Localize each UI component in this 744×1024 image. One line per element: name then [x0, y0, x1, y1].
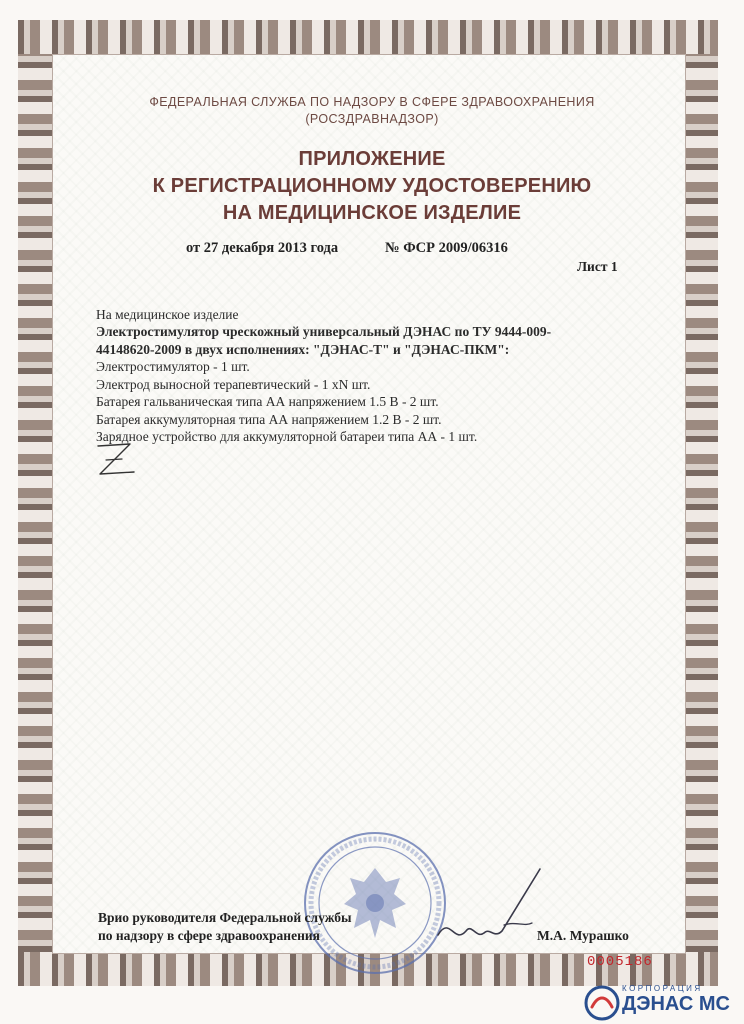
agency-name: ФЕДЕРАЛЬНАЯ СЛУЖБА ПО НАДЗОРУ В СФЕРЕ ЗДРАВООХРАНЕНИЯ: [149, 95, 595, 109]
device-description: Электростимулятор чрескожный универсальный ДЭНАС по ТУ 9444-009-44148620-2009 в двух исполнениях: "ДЭНАС-Т" и "ДЭНАС-ПКМ":: [96, 324, 552, 357]
list-item: Батарея аккумуляторная типа АА напряжением 1.2 В - 2 шт.: [96, 411, 442, 427]
device-intro: На медицинское изделие: [96, 307, 239, 322]
z-closing-mark-icon: [92, 440, 138, 482]
serial-number: 0005186: [587, 954, 653, 970]
document-title-line1: ПРИЛОЖЕНИЕ: [298, 148, 446, 170]
company-logo: [584, 984, 740, 1022]
list-item: Батарея гальваническая типа АА напряжением 1.5 В - 2 шт.: [96, 394, 439, 409]
list-item: Зарядное устройство для аккумуляторной батареи типа АА - 1 шт.: [96, 429, 478, 444]
signer-position-line2: по надзору в сфере здравоохранения: [98, 928, 320, 943]
agency-abbreviation: (РОСЗДРАВНАДЗОР): [305, 112, 439, 126]
signer-name: М.А. Мурашко: [537, 928, 629, 943]
logo-wordmark: ДЭНАС МС: [622, 993, 730, 1015]
signer-position-line1: Врио руководителя Федеральной службы: [98, 910, 352, 925]
list-item: Электрод выносной терапевтический - 1 xN шт.: [96, 376, 371, 392]
component-list: [96, 358, 477, 446]
registration-date: от 27 декабря 2013 года: [186, 240, 339, 256]
logo-subtitle: КОРПОРАЦИЯ: [622, 984, 703, 993]
registration-number: № ФСР 2009/06316: [385, 240, 508, 256]
document-title-line3: НА МЕДИЦИНСКОЕ ИЗДЕЛИЕ: [222, 202, 522, 224]
list-item: Электростимулятор - 1 шт.: [96, 359, 250, 374]
document-title-line2: К РЕГИСТРАЦИОННОМУ УДОСТОВЕРЕНИЮ: [152, 175, 592, 197]
denas-logo-icon: [584, 985, 620, 1021]
sheet-number: Лист 1: [577, 259, 618, 274]
